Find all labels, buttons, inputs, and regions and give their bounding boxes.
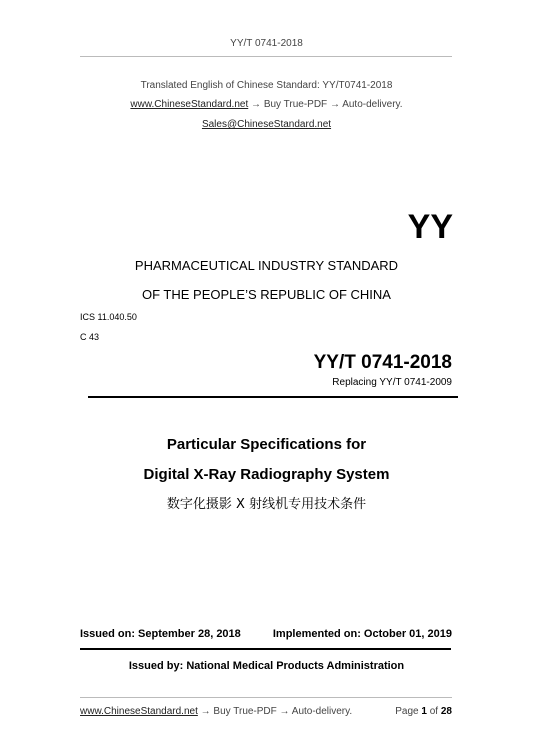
replacing-note: Replacing YY/T 0741-2009 bbox=[332, 377, 452, 388]
issuing-authority: Issued by: National Medical Products Administration bbox=[128, 660, 405, 672]
footer-promo-text: → Buy True-PDF → Auto-delivery. bbox=[197, 706, 353, 717]
translation-notice: Translated English of Chinese Standard: YY/T0741-2018 bbox=[140, 80, 393, 91]
buy-text: Buy True-PDF bbox=[263, 99, 328, 110]
arrow-right-icon: → bbox=[329, 99, 340, 110]
page-number: 1 bbox=[421, 706, 427, 717]
email-row bbox=[0, 119, 533, 130]
page-indicator bbox=[395, 706, 452, 717]
document-title-line2: Digital X-Ray Radiography System bbox=[143, 466, 390, 483]
header-standard-code: YY/T 0741-2018 bbox=[230, 38, 303, 49]
document-title-line1: Particular Specifications for bbox=[166, 436, 367, 453]
ccs-code: C 43 bbox=[80, 332, 100, 342]
translation-links bbox=[0, 99, 533, 110]
title-divider bbox=[88, 396, 458, 398]
country-heading: OF THE PEOPLE’S REPUBLIC OF CHINA bbox=[142, 287, 391, 302]
site-link[interactable]: www.ChineseStandard.net bbox=[130, 99, 249, 110]
standard-number: YY/T 0741-2018 bbox=[313, 352, 452, 373]
issuer-divider bbox=[80, 648, 451, 650]
header-divider bbox=[80, 56, 452, 57]
issued-date: Issued on: September 28, 2018 bbox=[80, 628, 241, 640]
page-total: 28 bbox=[440, 706, 452, 717]
page-label: Page bbox=[395, 706, 419, 717]
email-link[interactable]: Sales@ChineseStandard.net bbox=[201, 119, 332, 130]
of-label: of bbox=[429, 706, 439, 717]
footer-links bbox=[80, 706, 352, 717]
industry-standard-heading: PHARMACEUTICAL INDUSTRY STANDARD bbox=[134, 258, 399, 273]
footer-site-link[interactable]: www.ChineseStandard.net bbox=[80, 706, 198, 717]
document-title-chinese: 数字化摄影 X 射线机专用技术条件 bbox=[166, 497, 367, 512]
delivery-text: Auto-delivery. bbox=[342, 99, 403, 110]
ics-code: ICS 11.040.50 bbox=[80, 312, 137, 322]
standard-category-code: YY bbox=[407, 208, 453, 246]
implemented-date: Implemented on: October 01, 2019 bbox=[272, 628, 452, 640]
footer-divider bbox=[80, 697, 452, 698]
arrow-right-icon: → bbox=[251, 99, 262, 110]
